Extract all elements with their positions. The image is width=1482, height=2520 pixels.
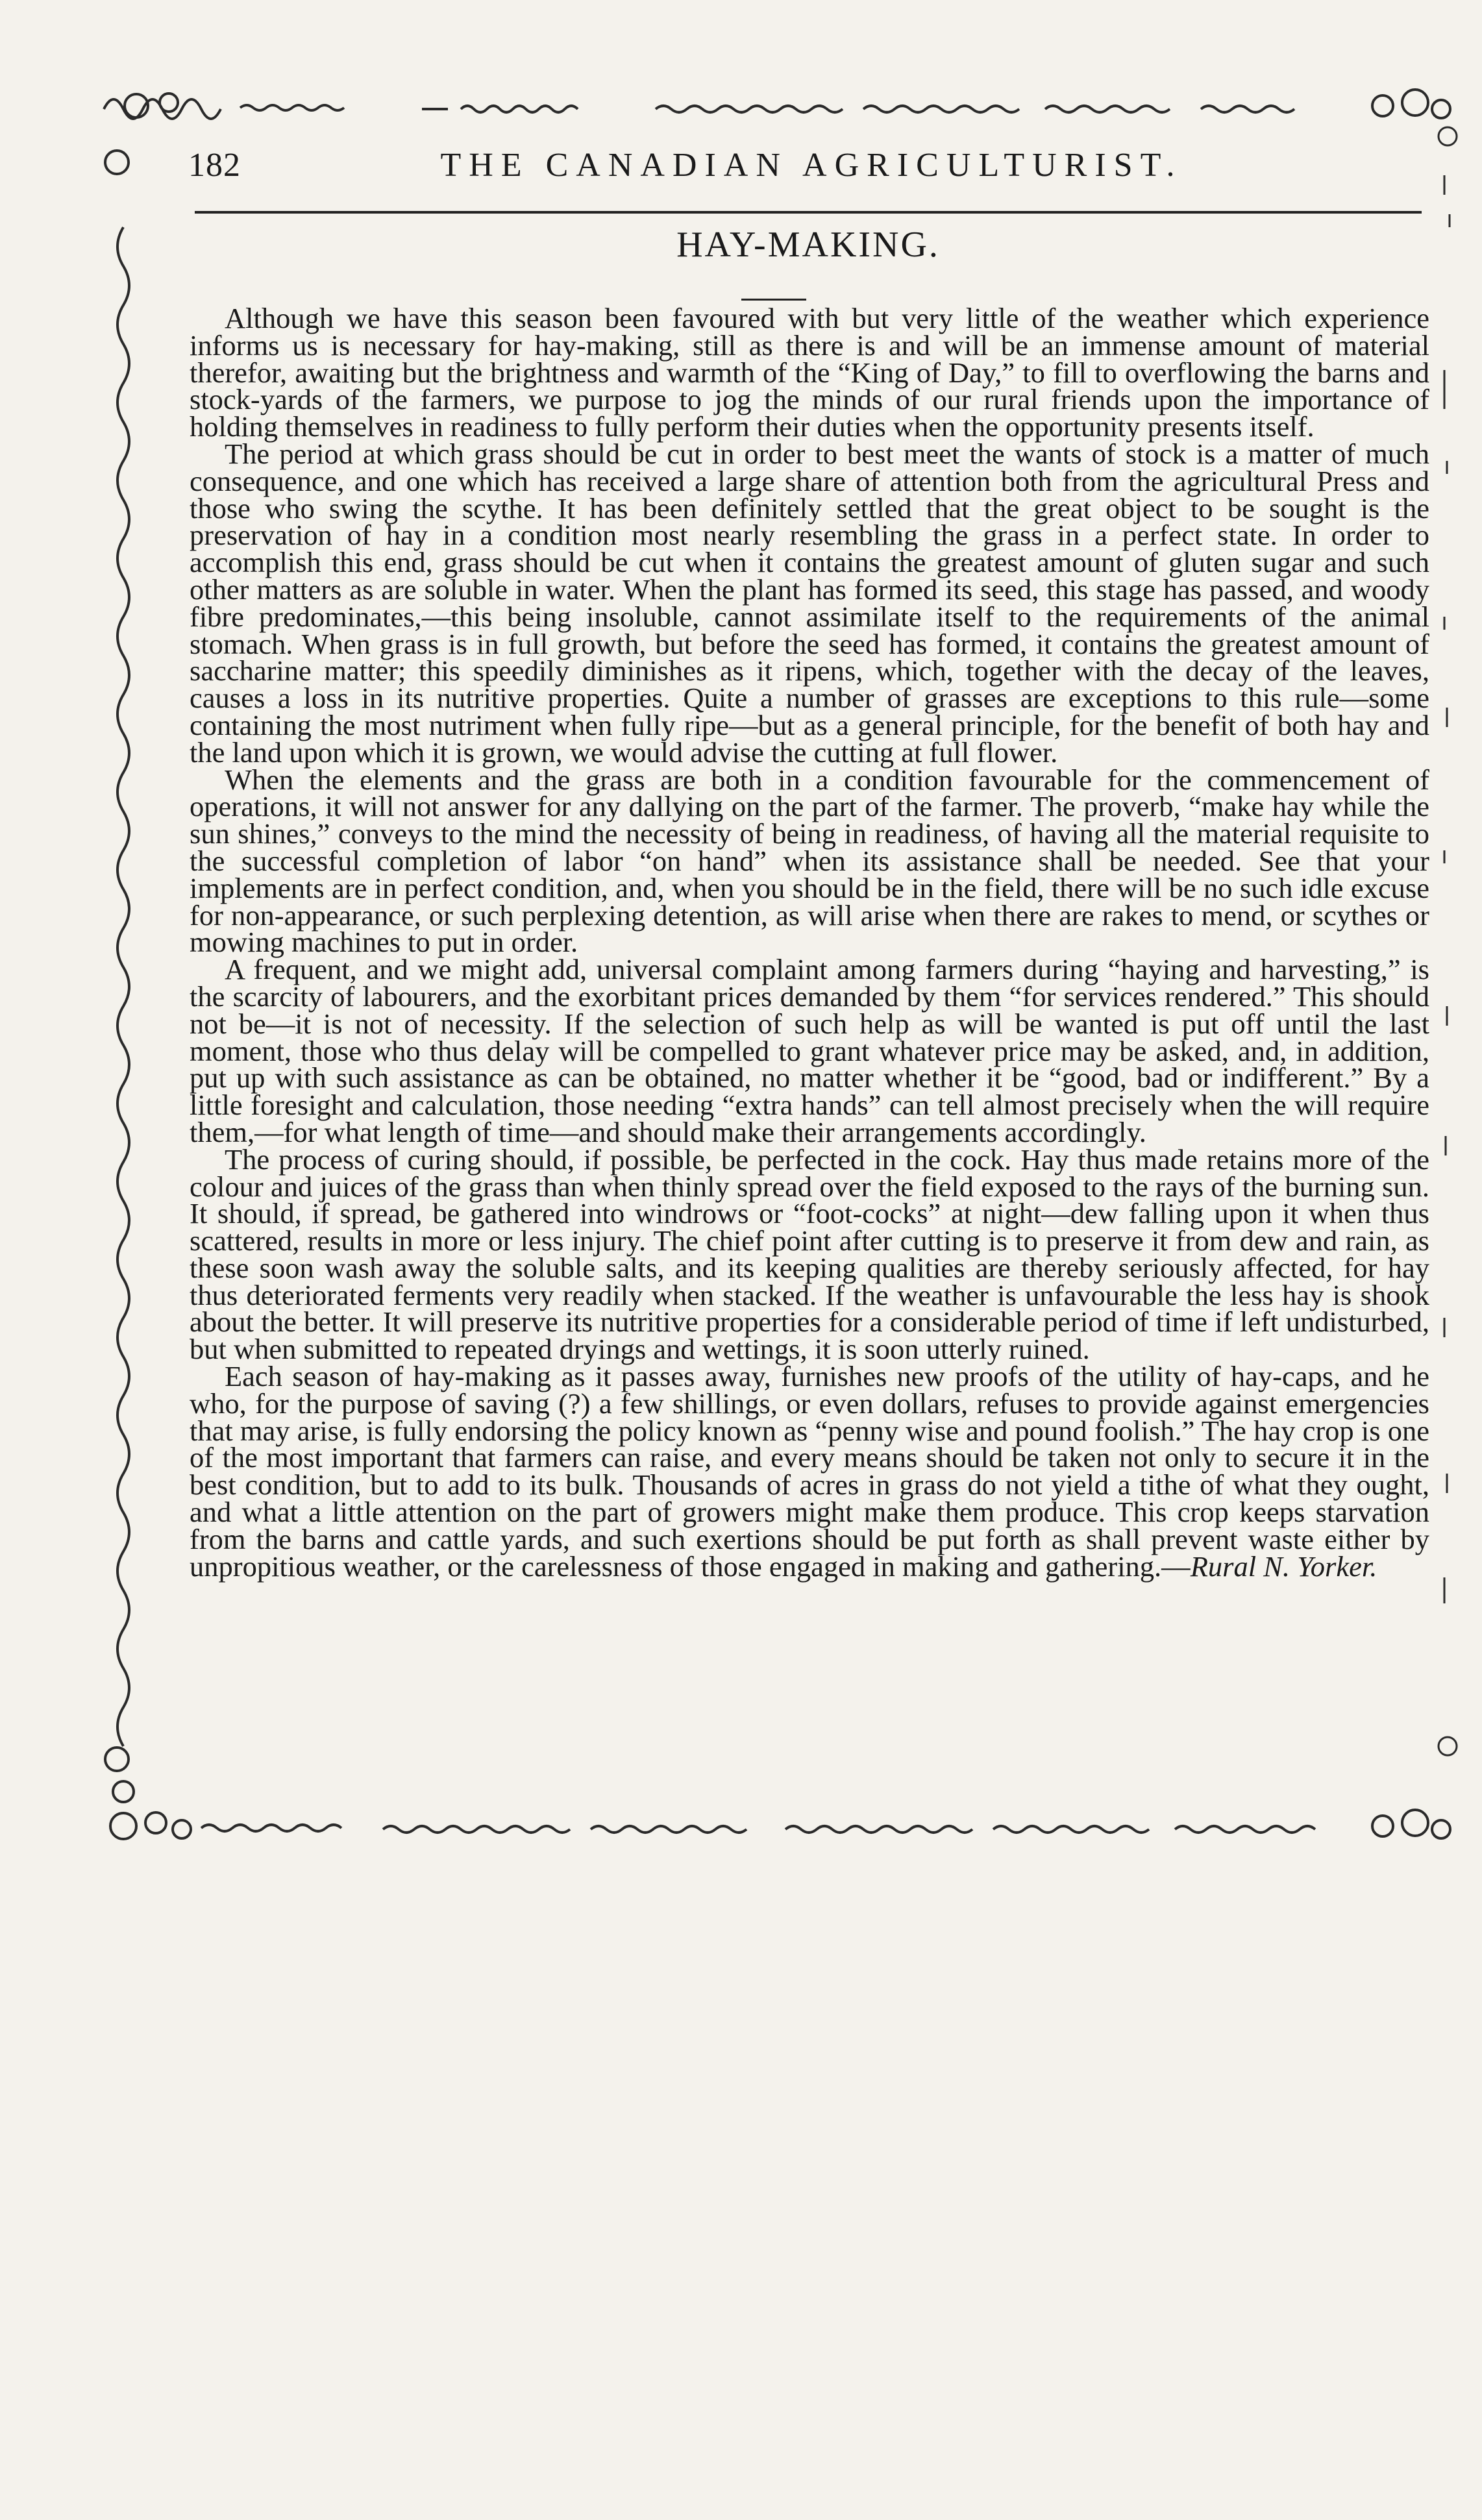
paragraph-5: The process of curing should, if possible, be perfected in the cock. Hay thus made retains more of the colour and juices of the grass than when thinly spread over the field exposed to the rays of the burning sun. It should, if spread, be gathered into windrows or “foot-cocks” at night—dew falling upon it when thus scattered, results in more or less injury. The chief point after cutting is to preserve it from dew and rain, as these soon wash away the soluble salts, and its keeping qualities are thereby seriously affected, for hay thus deteriorated ferments very readily when stacked. If the weather is unfavourable the less hay is shook about the better. It will preserve its nutritive properties for a considerable period of time if left undisturbed, but when submitted to repeated dryings and wettings, it is soon utterly ruined. [190, 1143, 1429, 1366]
article-body [190, 302, 1429, 1583]
source-attribution: Rural N. Yorker. [1190, 1550, 1377, 1583]
bottom-ornamental-border [97, 1803, 1461, 1849]
article-title: HAY-MAKING. [676, 225, 940, 265]
right-ornamental-border [1431, 123, 1464, 1785]
paragraph-2: The period at which grass should be cut in order to best meet the wants of stock is a matter of much consequence, and one which has received a large share of attention both from the agricultural Press and those who swing the scythe. It has been definitely settled that the great object to be sought is the preservation of hay in a condition most nearly resembling the grass in a perfect state. In order to accomplish this end, grass should be cut when it contains the greatest amount of gluten sugar and such other matters as are soluble in water. When the plant has formed its seed, this stage has passed, and woody fibre predominates,—this being insoluble, cannot assimilate itself to the requirements of the animal stomach. When grass is in full growth, but before the seed has formed, it contains the greatest amount of saccharine matter; this speedily diminishes as it ripens, which, together with the decay of the leaves, causes a loss in its nutritive properties. Quite a number of grasses are exceptions to this rule—some containing the most nutriment when fully ripe—but as a general principle, for the benefit of both hay and the land upon which it is grown, we would advise the cutting at full flower. [190, 437, 1429, 769]
paragraph-4: A frequent, and we might add, universal complaint among farmers during “haying and harvesting,” is the scarcity of labourers, and the exorbitant prices demanded by them “for services rendered.” This should not be—it is not of necessity. If the selection of such help as will be wanted is put off until the last moment, those who thus delay will be compelled to grant whatever price may be asked, and, in addition, put up with such assistance as can be obtained, no matter whether it be “good, bad or indifferent.” By a little foresight and calculation, those needing “extra hands” can tell almost precisely when the will require them,—for what length of time—and should make their arrangements accordingly. [190, 953, 1429, 1148]
paragraph-6-text: Each season of hay-making as it passes away, furnishes new proofs of the utility of hay-caps, and he who, for the purpose of saving (?) a few shillings, or even dollars, refuses to provide against emergencies that may arise, is fully endorsing the policy known as “penny wise and pound foolish.” The hay crop is one of the most important that farmers can raise, and every means should be taken not only to secure it in the best condition, but to add to its bulk. Thousands of acres in grass do not yield a tithe of what they ought, and what a little attention on the part of growers might make them produce. This crop keeps starvation from the barns and cattle yards, and such exertions should be put forth as shall prevent waste either by unpropitious weather, or the carelessness of those engaged in making and gathering.— [190, 1360, 1429, 1583]
paragraph-6 [190, 1360, 1429, 1583]
paragraph-1: Although we have this season been favoured with but very little of the weather which experience informs us is necessary for hay-making, still as there is and will be an immense amount of material therefor, awaiting but the brightness and warmth of the “King of Day,” to fill to overflowing the barns and stock-yards of the farmers, we purpose to jog the minds of our rural friends upon the importance of holding themselves in readiness to fully perform their duties when the opportunity presents itself. [190, 302, 1429, 443]
running-title: THE CANADIAN AGRICULTURIST. [440, 147, 1183, 184]
paragraph-3: When the elements and the grass are both in a condition favourable for the commencement of operations, it will not answer for any dallying on the part of the farmer. The proverb, “make hay while the sun shines,” conveys to the mind the necessity of being in readiness, of having all the material requisite to the successful completion of labor “on hand” when its assistance shall be needed. See that your implements are in perfect condition, and, when you should be in the field, there will be no such idle excuse for non-appearance, or such perplexing detention, as will arise when there are rakes to mend, or scythes or mowing machines to put in order. [190, 763, 1429, 959]
running-header [175, 143, 1448, 195]
left-ornamental-border [97, 149, 143, 1811]
header-rule [195, 211, 1422, 214]
top-ornamental-border [97, 83, 1461, 129]
title-rule [741, 299, 806, 301]
page-number: 182 [188, 147, 241, 184]
